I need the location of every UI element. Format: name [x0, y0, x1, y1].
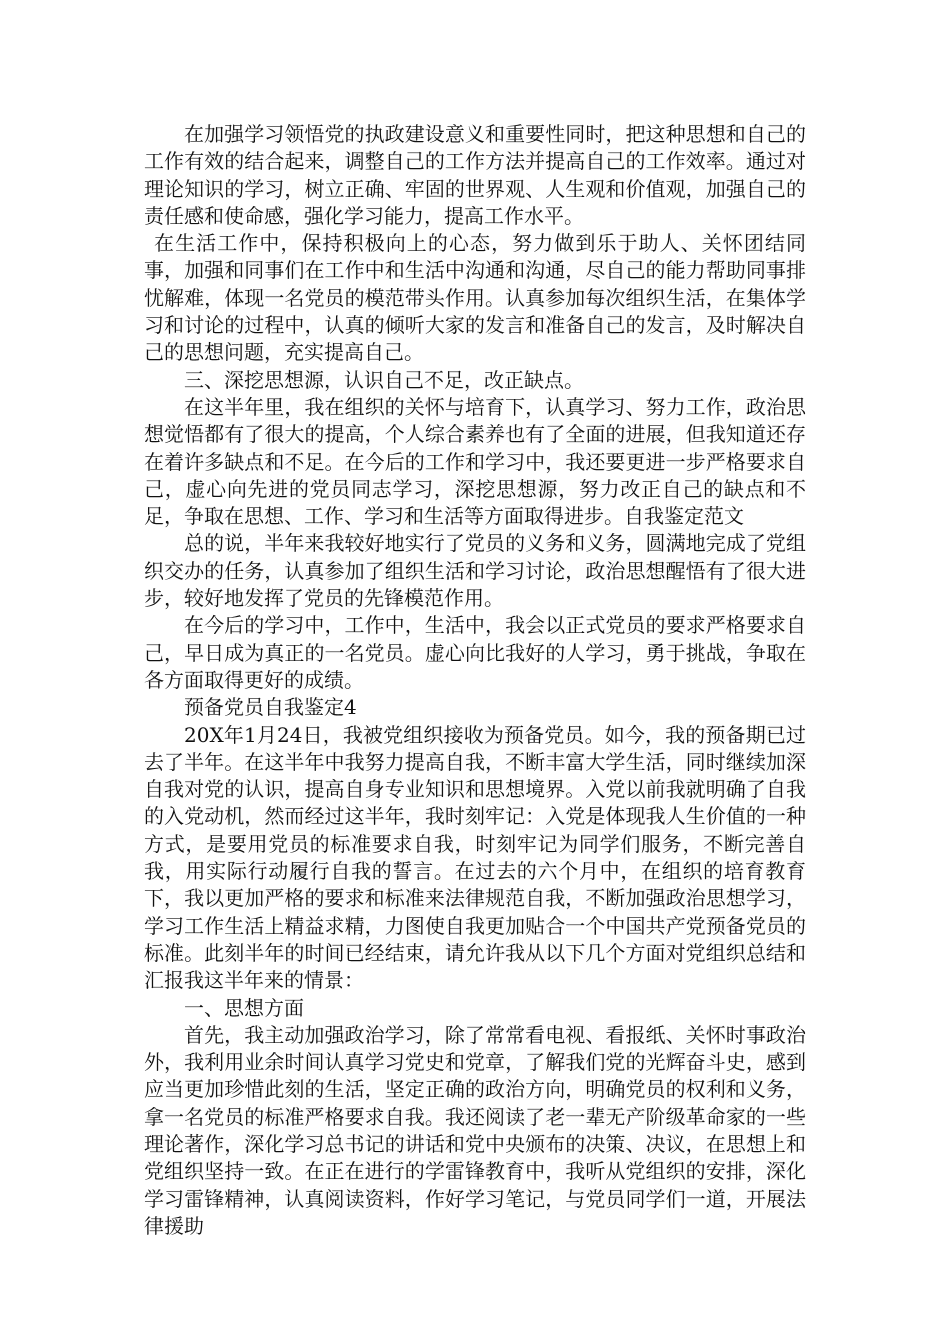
paragraph-life-work: 在生活工作中，保持积极向上的心态，努力做到乐于助人、关怀团结同事，加强和同事们在工作中和生活中沟通和沟通，尽自己的能力帮助同事排忧解难，体现一名党员的模范带头作用。认真参加每次组织生活，在集体学习和讨论的过程中，认真的倾听大家的发言和准备自己的发言，及时解决自己的思想问题，充实提高自己。 — [144, 231, 806, 365]
paragraph-future: 在今后的学习中，工作中，生活中，我会以正式党员的要求严格要求自己，早日成为真正的一名党员。虚心向比我好的人学习，勇于挑战，争取在各方面取得更好的成绩。 — [144, 613, 806, 692]
document-page — [144, 121, 806, 1240]
paragraph-summary: 总的说，半年来我较好地实行了党员的义务和义务，圆满地完成了党组织交办的任务，认真参加了组织生活和学习讨论，政治思想醒悟有了很大进步，较好地发挥了党员的先锋模范作用。 — [144, 531, 806, 611]
paragraph-probation: 20X年1月24日，我被党组织接收为预备党员。如今，我的预备期已过去了半年。在这半年中我努力提高自我，不断丰富大学生活，同时继续加深自我对党的认识，提高自身专业知识和思想境界。入党以前我就明确了自我的入党动机，然而经过这半年，我时刻牢记：入党是体现我人生价值的一种方式，是要用党员的标准要求自我，时刻牢记为同学们服务，不断完善自我，用实际行动履行自我的誓言。在过去的六个月中，在组织的培育教育下，我以更加严格的要求和标准来法律规范自我，不断加强政治思想学习，学习工作生活上精益求精，力图使自我更加贴合一个中国共产党预备党员的标准。此刻半年的时间已经结束，请允许我从以下几个方面对党组织总结和汇报我这半年来的情景： — [144, 722, 806, 993]
section-heading-thought: 一、思想方面 — [184, 995, 304, 1020]
section-heading-three: 三、深挖思想源，认识自己不足，改正缺点。 — [184, 367, 584, 392]
paragraph-half-year: 在这半年里，我在组织的关怀与培育下，认真学习、努力工作，政治思想觉悟都有了很大的提高，个人综合素养也有了全面的进展，但我知道还存在着许多缺点和不足。在今后的工作和学习中，我还要更进一步严格要求自己，虚心向先进的党员同志学习，深挖思想源，努力改正自己的缺点和不足，争取在思想、工作、学习和生活等方面取得进步。自我鉴定范文 — [144, 394, 806, 529]
paragraph-study-meaning: 在加强学习领悟党的执政建设意义和重要性同时，把这种思想和自己的工作有效的结合起来，调整自己的工作方法并提高自己的工作效率。通过对理论知识的学习，树立正确、牢固的世界观、人生观和价值观，加强自己的责任感和使命感，强化学习能力，提高工作水平。 — [144, 122, 806, 228]
section-title-self-evaluation-4: 预备党员自我鉴定4 — [184, 695, 357, 720]
paragraph-political-study: 首先，我主动加强政治学习，除了常常看电视、看报纸、关怀时事政治外，我利用业余时间认真学习党史和党章，了解我们党的光辉奋斗史，感到应当更加珍惜此刻的生活，坚定正确的政治方向，明确党员的权利和义务，拿一名党员的标准严格要求自我。我还阅读了老一辈无产阶级革命家的一些理论著作，深化学习总书记的讲话和党中央颁布的决策、决议，在思想上和党组织坚持一致。在正在进行的学雷锋教育中，我听从党组织的安排，深化学习雷锋精神，认真阅读资料，作好学习笔记，与党员同学们一道，开展法律援助 — [144, 1022, 806, 1238]
